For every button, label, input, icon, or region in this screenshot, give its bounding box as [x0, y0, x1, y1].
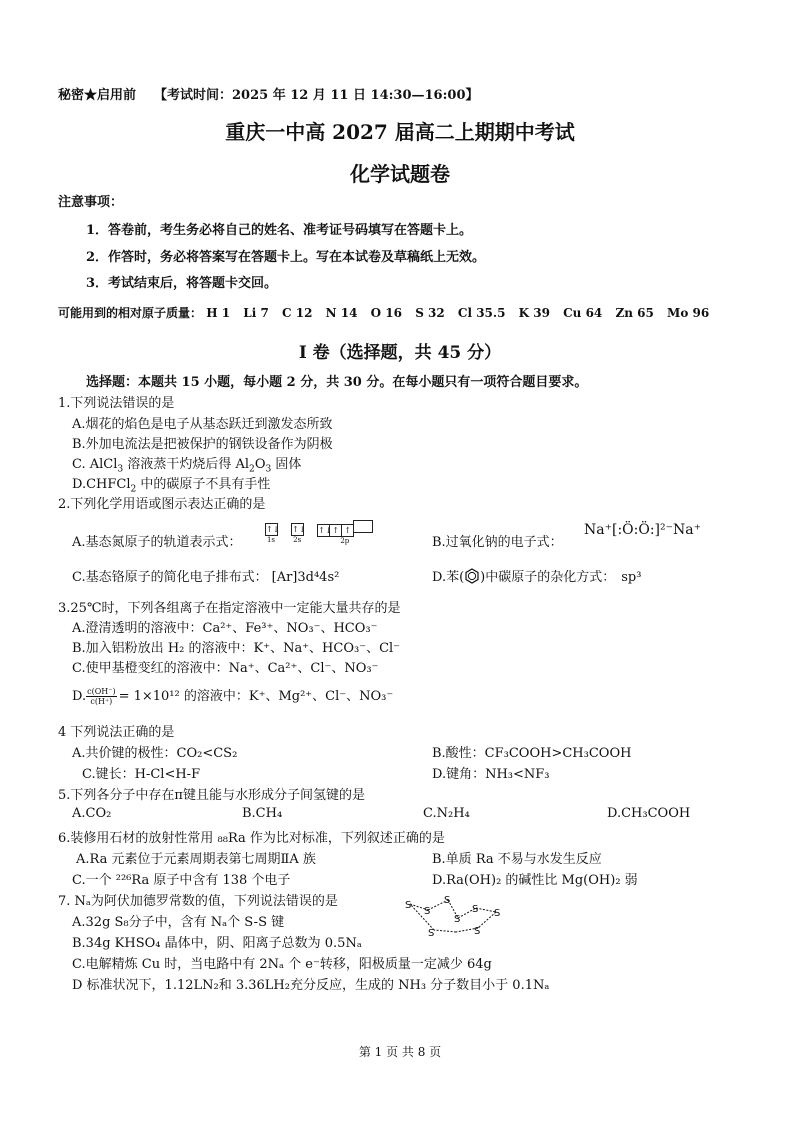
q1-d-text: 中的碳原子不具有手性: [136, 477, 271, 492]
mass-n: N 14: [325, 306, 358, 320]
q4-option-c: C.键长：H-Cl<H-F: [82, 767, 201, 782]
q6-stem: 6.装修用石材的放射性常用 ₈₈Ra 作为比对标准，下列叙述正确的是: [58, 831, 445, 846]
sulfur-atom: S: [444, 895, 451, 906]
q6-option-a: A.Ra 元素位于元素周期表第七周期ⅡA 族: [76, 852, 316, 867]
orbital-label: 2p: [340, 537, 350, 545]
mass-zn: Zn 65: [615, 306, 654, 320]
orbital-2p: ↑↓↑ ↑ 2p: [317, 520, 372, 545]
q3-d-text: D.: [72, 689, 87, 704]
orbital-1s: ↑↓ 1s: [266, 525, 280, 544]
mass-c: C 12: [281, 306, 313, 320]
q2-option-d: [432, 566, 641, 585]
q3-option-d: [72, 685, 393, 706]
q2-option-a: A.基态氮原子的轨道表示式：: [72, 535, 242, 550]
q3-option-b: B.加入铝粉放出 H₂ 的溶液中：K⁺、Na⁺、HCO₃⁻、Cl⁻: [72, 641, 401, 656]
s8-crown-structure-diagram: [398, 890, 518, 940]
mass-s: S 32: [415, 306, 445, 320]
q1-option-b: B.外加电流法是把被保护的钢铁设备作为阴极: [72, 437, 333, 452]
q7-option-a: A.32g S₈分子中，含有 Nₐ个 S-S 键: [72, 915, 285, 930]
note-item: 1．答卷前，考生务必将自己的姓名、准考证号码填写在答题卡上。: [86, 223, 473, 238]
secret-label: 秘密★启用前: [58, 88, 137, 103]
sulfur-atom: S: [494, 908, 501, 919]
exam-subtitle: 化学试题卷: [350, 162, 450, 186]
exam-title: 重庆一中高 2027 届高二上期期中考试: [225, 120, 575, 144]
q2-option-b: B.过氧化钠的电子式：: [432, 535, 563, 550]
q2-d-text: )中碳原子的杂化方式：: [480, 570, 616, 585]
note-item: 2．作答时，务必将答案写在答题卡上。写在本试卷及草稿纸上无效。: [86, 250, 486, 265]
q7-stem: 7. Nₐ为阿伏加德罗常数的值，下列说法错误的是: [58, 894, 338, 909]
q1-c-text: C. AlCl: [72, 457, 118, 472]
q4-stem: 4 下列说法正确的是: [58, 725, 175, 740]
sulfur-atom: S: [472, 904, 479, 915]
fraction-denominator: c(H⁺): [90, 697, 113, 706]
sodium-peroxide-formula: Na⁺[:Ö:Ö:]²⁻Na⁺: [584, 522, 702, 538]
concentration-ratio-fraction: [86, 687, 116, 706]
exam-header-line: [58, 84, 479, 103]
section-instructions: 选择题：本题共 15 小题，每小题 2 分，共 30 分。在每小题只有一项符合题目要求。: [86, 375, 588, 390]
nitrogen-orbital-diagram: [265, 520, 372, 545]
sulfur-atom: S: [474, 926, 481, 937]
sulfur-atom: S: [428, 928, 435, 939]
q1-option-a: A.烟花的焰色是电子从基态跃迁到激发态所致: [72, 417, 333, 432]
sulfur-atom: S: [454, 914, 461, 925]
orbital-label: 1s: [266, 536, 276, 544]
mass-li: Li 7: [243, 306, 269, 320]
mass-cl: Cl 35.5: [457, 306, 506, 320]
q4-option-d: D.键角：NH₃<NF₃: [432, 767, 550, 782]
q2-c-value: [Ar]3d⁴4s²: [271, 570, 340, 585]
note-item: 3．考试结束后，将答题卡交回。: [86, 276, 278, 291]
q3-d-text: = 1×10¹² 的溶液中：K⁺、Mg²⁺、Cl⁻、NO₃⁻: [118, 689, 394, 704]
q1-d-text: D.CHFCl: [72, 477, 131, 492]
page-footer: 第 1 页 共 8 页: [358, 1045, 442, 1059]
q7-option-c: C.电解精炼 Cu 时，当电路中有 2Nₐ 个 e⁻转移，阳极质量一定减少 64g: [72, 957, 492, 972]
mass-o: O 16: [370, 306, 402, 320]
q2-c-text: C.基态铬原子的简化电子排布式：: [72, 570, 268, 585]
q2-d-value: sp³: [621, 570, 642, 585]
q5-option-c: C.N₂H₄: [423, 806, 470, 821]
q6-option-d: D.Ra(OH)₂ 的碱性比 Mg(OH)₂ 弱: [432, 873, 638, 888]
orbital-label: 2s: [293, 536, 302, 544]
q7-option-b: B.34g KHSO₄ 晶体中，阴、阳离子总数为 0.5Nₐ: [72, 936, 362, 951]
mass-cu: Cu 64: [563, 306, 603, 320]
q6-option-b: B.单质 Ra 不易与水发生反应: [432, 852, 602, 867]
q3-stem: 3.25℃时，下列各组离子在指定溶液中一定能大量共存的是: [58, 601, 401, 616]
mass-k: K 39: [518, 306, 550, 320]
q4-option-b: B.酸性：CF₃COOH>CH₃COOH: [432, 746, 632, 761]
q3-option-a: A.澄清透明的溶液中：Ca²⁺、Fe³⁺、NO₃⁻、HCO₃⁻: [72, 621, 378, 636]
orbital-2s: ↑↓ 2s: [292, 525, 306, 544]
q5-option-b: B.CH₄: [242, 806, 283, 821]
q3-option-c: C.使甲基橙变红的溶液中：Na⁺、Ca²⁺、Cl⁻、NO₃⁻: [72, 661, 379, 676]
mass-mo: Mo 96: [667, 306, 710, 320]
benzene-ring-icon: [464, 568, 480, 584]
q1-stem: 1.下列说法错误的是: [58, 396, 175, 411]
q1-c-text: 固体: [271, 457, 302, 472]
sulfur-atom: S: [405, 900, 412, 911]
q5-option-d: D.CH₃COOH: [607, 806, 691, 821]
atomic-masses: [58, 304, 709, 321]
sulfur-atom: S: [424, 906, 431, 917]
q2-stem: 2.下列化学用语或图示表达正确的是: [58, 497, 266, 512]
q1-c-text: 溶液蒸干灼烧后得 Al: [123, 457, 250, 472]
q2-option-c: [72, 566, 339, 585]
q1-option-c: C. AlCl$_3$ 溶液蒸干灼烧后得 $Al_2O_3$ 固体: [72, 457, 302, 475]
atomic-masses-label: 可能用到的相对原子质量：: [58, 306, 203, 320]
q1-option-d: D.CHFCl$_2$ 中的碳原子不具有手性: [72, 477, 271, 495]
q7-option-d: D 标准状况下，1.12LN₂和 3.36LH₂充分反应，生成的 NH₃ 分子数目小于 0.1Nₐ: [72, 978, 550, 993]
fraction-numerator: c(OH⁻): [87, 687, 116, 696]
exam-time: 【考试时间：2025 年 12 月 11 日 14:30—16:00】: [154, 88, 479, 103]
mass-h: H 1: [206, 306, 231, 320]
q6-option-c: C.一个 ²²⁶Ra 原子中含有 138 个电子: [72, 873, 291, 888]
q5-stem: 5.下列各分子中存在π键且能与水形成分子间氢键的是: [58, 788, 365, 803]
q4-option-a: A.共价键的极性：CO₂<CS₂: [72, 746, 238, 761]
notes-heading: 注意事项：: [58, 195, 124, 210]
q2-d-text: D.苯(: [432, 570, 465, 585]
section-title: I 卷（选择题，共 45 分）: [298, 343, 502, 363]
q5-option-a: A.CO₂: [72, 806, 112, 821]
